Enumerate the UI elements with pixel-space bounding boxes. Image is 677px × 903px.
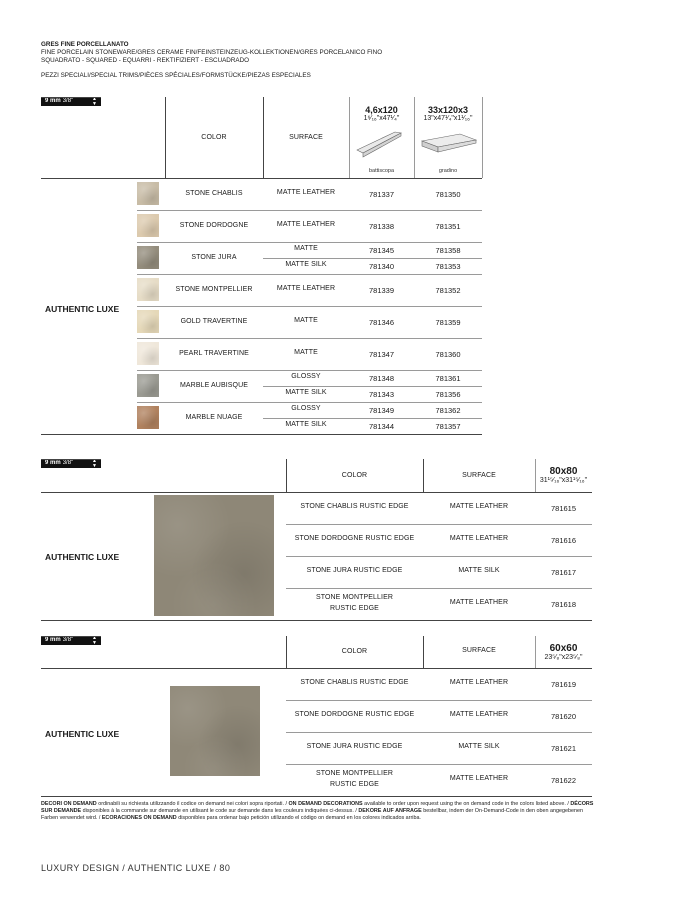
divider [286,732,592,733]
tile-swatch-image [154,495,274,616]
row-surface: GLOSSY [291,405,321,412]
product-code: 781357 [435,422,461,431]
row-color-name: PEARL TRAVERTINE [179,350,249,357]
product-code: 781619 [550,680,577,689]
divider [137,370,482,371]
step-trim-icon [420,131,478,161]
tile-swatch-image [170,686,260,776]
trim1-caption: battiscopa [368,168,395,174]
product-code: 781620 [550,712,577,721]
brand-label: AUTHENTIC LUXE [45,729,120,739]
color-swatch [137,214,159,237]
thickness-arrows-icon: ▲ ▼ [92,458,97,469]
product-code: 781353 [435,262,461,271]
row-surface: MATTE SILK [285,261,327,268]
row-color-name: STONE DORDOGNE [179,222,249,229]
divider [41,668,592,669]
divider [263,386,482,387]
divider [137,274,482,275]
product-code: 781616 [550,536,577,545]
product-code: 781356 [435,390,461,399]
divider [286,524,592,525]
page-footer: LUXURY DESIGN / AUTHENTIC LUXE / 80 [41,863,231,873]
divider [137,402,482,403]
row-color-name: STONE MONTPELLIER [175,286,253,293]
tile-size-inch: 23⁵⁄₈"x23⁵⁄₈" [544,654,583,661]
trim2-size-inch: 13"x47¹⁄₄"x1¹⁄₁₆" [423,115,473,122]
product-code: 781339 [368,286,395,295]
color-swatch [137,182,159,205]
divider [41,97,101,98]
row-color-name: STONE DORDOGNE RUSTIC EDGE [294,535,415,542]
row-surface: MATTE LEATHER [449,775,509,782]
product-code: 781362 [435,406,461,415]
product-code: 781617 [550,568,577,577]
product-code: 781358 [435,246,461,255]
divider [482,97,483,178]
product-code: 781345 [368,246,395,255]
row-surface: MATTE LEATHER [449,535,509,542]
header-title: GRES FINE PORCELLANATO [41,41,129,48]
product-code: 781337 [368,190,395,199]
row-surface: MATTE LEATHER [449,711,509,718]
divider [137,306,482,307]
product-code: 781351 [435,222,461,231]
row-surface: MATTE LEATHER [276,221,336,228]
product-code: 781338 [368,222,395,231]
row-color-name: STONE JURA RUSTIC EDGE [306,567,403,574]
row-color-name: MARBLE AUBISQUE [179,382,249,389]
row-color-name: RUSTIC EDGE [330,605,379,612]
header-squared: SQUADRATO - SQUARED - EQUARRI - REKTIFIZIERT - ESCUADRADO [41,57,250,64]
row-surface: MATTE SILK [285,389,327,396]
color-swatch [137,342,159,365]
row-color-name: STONE CHABLIS RUSTIC EDGE [300,503,409,510]
row-surface: MATTE [294,349,318,356]
divider [286,764,592,765]
color-swatch [137,278,159,301]
row-surface: MATTE LEATHER [449,679,509,686]
divider [41,796,592,797]
header-subtitle: FINE PORCELAIN STONEWARE/GRES CERAME FIN/FEINSTEINZEUG-KOLLEKTIONEN/GRES PORCELANICO FINO [41,49,383,56]
divider [41,636,101,637]
divider [41,178,482,179]
row-color-name: STONE CHABLIS RUSTIC EDGE [300,679,409,686]
header-special-trims: PEZZI SPECIALI/SPECIAL TRIMS/PIÈCES SPÉCIALES/FORMSTÜCKE/PIEZAS ESPECIALES [41,72,311,79]
thickness-arrows-icon: ▲ ▼ [92,635,97,646]
trim2-size: 33x120x3 [427,105,469,115]
product-code: 781621 [550,744,577,753]
row-color-name: MARBLE NUAGE [185,414,243,421]
divider [286,700,592,701]
product-code: 781346 [368,318,395,327]
product-code: 781618 [550,600,577,609]
column-header-color: COLOR [341,472,368,479]
tile-size-inch: 31¹⁵⁄₁₆"x31¹⁵⁄₁₆" [539,477,588,484]
thickness-badge: 9 mm 3/8" ▲ ▼ [41,97,101,106]
row-surface: MATTE [294,317,318,324]
column-header-surface: SURFACE [289,134,323,141]
trim2-caption: gradino [438,168,458,174]
color-swatch [137,406,159,429]
trim1-size-inch: 1⁶⁄₁₆"x47¹⁄₄" [363,115,400,122]
trim1-size: 4,6x120 [365,105,398,115]
divider [137,242,482,243]
row-color-name: GOLD TRAVERTINE [180,318,248,325]
color-swatch [137,310,159,333]
row-surface: MATTE LEATHER [449,503,509,510]
column-header-color: COLOR [341,648,368,655]
divider [263,418,482,419]
baseboard-trim-icon [355,126,407,160]
color-swatch [137,374,159,397]
row-color-name: STONE DORDOGNE RUSTIC EDGE [294,711,415,718]
column-header-color: COLOR [201,134,227,141]
tile-size: 80x80 [549,466,578,477]
tile-size: 60x60 [549,643,578,654]
divider [137,210,482,211]
product-code: 781352 [435,286,461,295]
divider [41,492,592,493]
product-code: 781615 [550,504,577,513]
row-surface: MATTE LEATHER [449,599,509,606]
column-header-surface: SURFACE [462,647,496,654]
divider [41,459,101,460]
product-code: 781340 [368,262,395,271]
color-swatch [137,246,159,269]
product-code: 781343 [368,390,395,399]
on-demand-note: DECORI ON DEMAND ordinabili su richiesta utilizzando il codice on demand nei colori sopra riportati. / ON DEMAND DECORATIONS available to order upon request using the on demand code in the colors listed above. / DÉCORS SUR DEMANDE disponibles à la commande sur demande en utilisant le code sur demande dans les couleurs indiquées ci-dessus. / DEKORE AUF ANFRAGE bestellbar, indem der On-Demand-Code in den oben angegebenen Farben verwendet wird. / ECORACIONES ON DEMAND disponibles para ordenar bajo petición utilizando el código on demand en los colores indicados arriba. [41,801,594,822]
row-color-name: STONE JURA [191,254,237,261]
thickness-arrows-icon: ▲ ▼ [92,96,97,107]
divider [286,588,592,589]
row-color-name: RUSTIC EDGE [330,781,379,788]
divider [263,258,482,259]
row-color-name: STONE MONTPELLIER [315,770,394,777]
product-code: 781348 [368,374,395,383]
divider [286,556,592,557]
row-color-name: STONE MONTPELLIER [315,594,394,601]
row-surface: MATTE [294,245,318,252]
divider [41,434,482,435]
thickness-badge: 9 mm 3/8" ▲ ▼ [41,636,101,645]
brand-label: AUTHENTIC LUXE [45,552,120,562]
product-code: 781347 [368,350,395,359]
product-code: 781350 [435,190,461,199]
row-surface: MATTE SILK [285,421,327,428]
row-surface: MATTE LEATHER [276,189,336,196]
row-color-name: STONE JURA RUSTIC EDGE [306,743,403,750]
product-code: 781349 [368,406,395,415]
row-color-name: STONE CHABLIS [185,190,243,197]
divider [41,620,592,621]
product-code: 781359 [435,318,461,327]
row-surface: GLOSSY [291,373,321,380]
row-surface: MATTE SILK [458,567,500,574]
product-code: 781360 [435,350,461,359]
divider [137,338,482,339]
row-surface: MATTE LEATHER [276,285,336,292]
column-header-surface: SURFACE [462,472,496,479]
product-code: 781361 [435,374,461,383]
row-surface: MATTE SILK [458,743,500,750]
product-code: 781344 [368,422,395,431]
thickness-badge: 9 mm 3/8" ▲ ▼ [41,459,101,468]
page-header [41,41,601,80]
brand-label: AUTHENTIC LUXE [45,304,120,314]
product-code: 781622 [550,776,577,785]
